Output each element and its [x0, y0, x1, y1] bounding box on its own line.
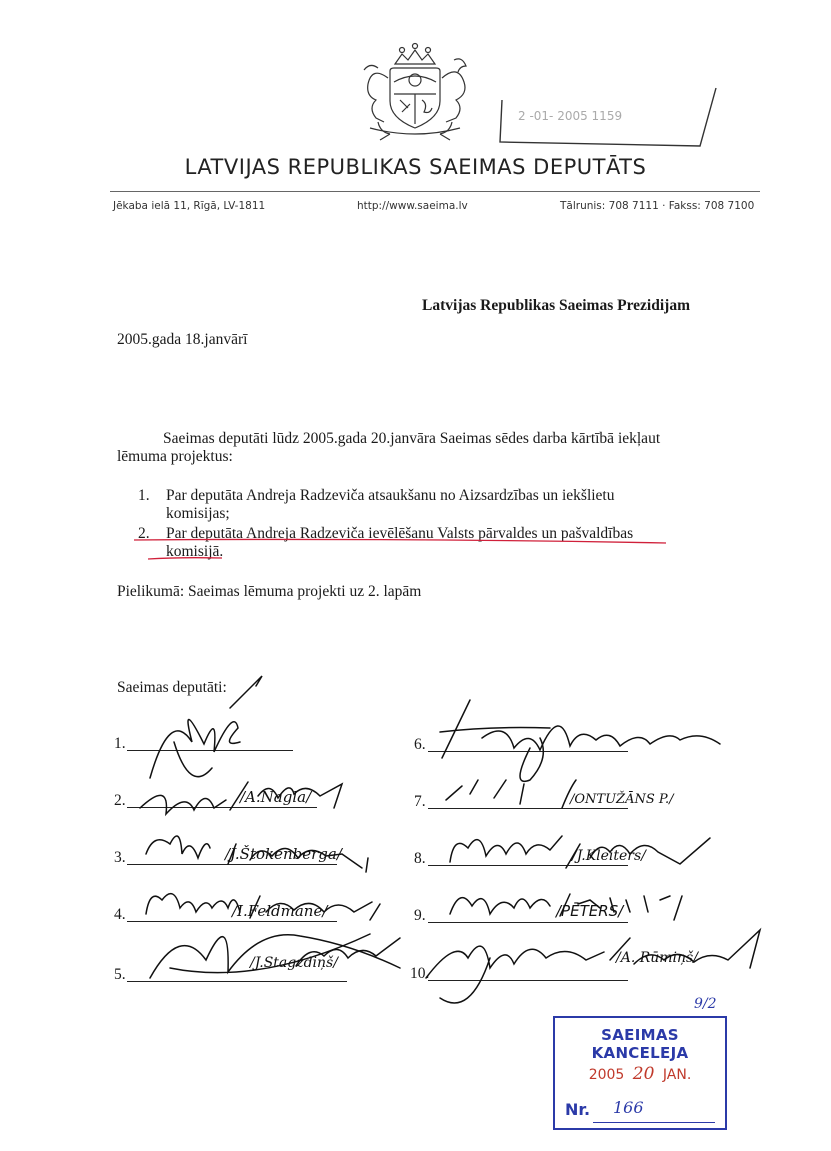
- letterhead-address: Jēkaba ielā 11, Rīgā, LV-1811: [113, 200, 266, 212]
- list-item-2-continuation: komisijā.: [166, 543, 224, 560]
- coat-of-arms-emblem: [350, 36, 480, 146]
- signature-number-6: 6.: [414, 736, 426, 753]
- signature-name-9: /PĒTERS/: [556, 902, 624, 920]
- signature-number-9: 9.: [414, 907, 426, 924]
- letter-paragraph: Saeimas deputāti lūdz 2005.gada 20.janvāra Saeimas sēdes darba kārtībā iekļaut lēmuma projektus:: [117, 430, 661, 465]
- list-item-2-number: 2.: [138, 525, 150, 542]
- signature-number-1: 1.: [114, 735, 126, 752]
- office-stamp: [553, 1016, 727, 1130]
- stamp-date: [555, 1064, 725, 1084]
- letterhead-divider: [110, 191, 760, 192]
- stamp-year: 2005: [588, 1067, 625, 1083]
- stamp-day: 20: [632, 1064, 655, 1084]
- stamp-nr-label: Nr.: [565, 1100, 591, 1119]
- letterhead-phone-fax: Tālrunis: 708 7111 · Fakss: 708 7100: [560, 200, 755, 212]
- signature-name-10: /A. Rūmiņš/: [616, 950, 698, 966]
- stamp-month: JAN.: [662, 1067, 692, 1083]
- stamp-nr-value: 166: [613, 1098, 644, 1117]
- signature-number-10: 10.: [410, 965, 430, 982]
- list-item-1-number: 1.: [138, 487, 150, 504]
- list-item-2-text: Par deputāta Andreja Radzeviča ievēlēšanu Valsts pārvaldes un pašvaldības: [166, 525, 634, 542]
- signature-number-3: 3.: [114, 849, 126, 866]
- signature-name-5: /J.Stagzdiņš/: [250, 955, 338, 971]
- received-stamp: [490, 80, 720, 150]
- received-stamp-text: 2 -01- 2005 1159: [518, 109, 623, 123]
- letter-date: 2005.gada 18.janvārī: [117, 331, 248, 348]
- signature-number-8: 8.: [414, 850, 426, 867]
- signature-number-5: 5.: [114, 966, 126, 983]
- signature-name-8: /J.Kleiters/: [572, 848, 646, 864]
- signature-name-7: /ONTUŽĀNS P./: [570, 792, 674, 807]
- letterhead-title: LATVIJAS REPUBLIKAS SAEIMAS DEPUTĀTS: [184, 155, 647, 179]
- corner-note: 9/2: [694, 996, 717, 1012]
- signature-name-3: /J.Štokenberga/: [225, 845, 342, 863]
- signature-number-4: 4.: [114, 906, 126, 923]
- letterhead-website: http://www.saeima.lv: [357, 200, 468, 212]
- list-item-1-text: Par deputāta Andreja Radzeviča atsaukšanu no Aizsardzības un iekšlietu: [166, 487, 615, 504]
- signatures-label: Saeimas deputāti:: [117, 679, 227, 696]
- attachment-note: Pielikumā: Saeimas lēmuma projekti uz 2. lapām: [117, 583, 422, 600]
- red-underline-highlight: [130, 534, 680, 564]
- addressee: Latvijas Republikas Saeimas Prezidijam: [422, 297, 690, 314]
- signature-number-2: 2.: [114, 792, 126, 809]
- signature-number-7: 7.: [414, 793, 426, 810]
- stamp-nr-line: [593, 1122, 715, 1123]
- signature-name-2: /A.Nagla/: [240, 788, 312, 806]
- handwritten-signatures: [110, 668, 790, 1048]
- signature-name-4: /I.Feldmane/: [232, 902, 328, 920]
- stamp-title: SAEIMAS KANCELEJA: [591, 1026, 689, 1062]
- list-item-1-continuation: komisijas;: [166, 505, 230, 522]
